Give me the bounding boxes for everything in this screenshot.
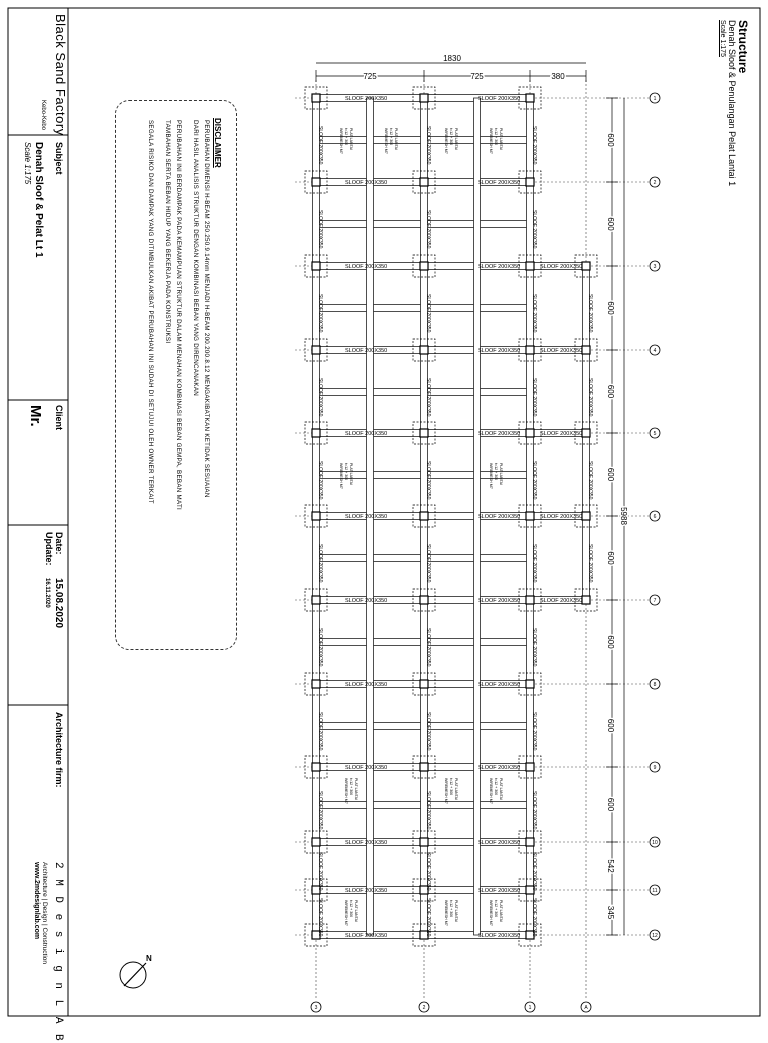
date-value: 15.08.2020	[53, 578, 64, 629]
slab-note: WIREMESH M7	[444, 778, 448, 804]
grid-bubble-row-label: 5	[653, 431, 657, 437]
dimension-length-segment: 600	[606, 384, 615, 399]
column	[420, 346, 428, 354]
beam-label: SLOOF 200X350	[587, 378, 593, 417]
dimension-overall-length: 5988	[619, 507, 628, 525]
column	[312, 512, 320, 520]
dimension-length-segment: 345	[606, 905, 615, 920]
column	[312, 838, 320, 846]
column	[526, 596, 534, 604]
firm-location: Kebo-Kebo	[40, 100, 46, 131]
column	[582, 512, 590, 520]
column	[526, 346, 534, 354]
slab-note: t=12 + 300	[494, 128, 498, 146]
column	[582, 429, 590, 437]
column	[312, 178, 320, 186]
beam-label: SLOOF 200X350	[317, 712, 323, 751]
beam-label: SLOOF 200X350	[317, 210, 323, 249]
beam-label: SLOOF 200X350	[425, 791, 431, 830]
beam-label: SLOOF 200X350	[345, 96, 388, 102]
dimension-width-segment: 725	[470, 72, 484, 81]
slab-note: PLAT LANTAI	[499, 900, 503, 922]
column	[420, 178, 428, 186]
grid-bubble-col-label: 1	[528, 1005, 532, 1011]
slab-note: WIREMESH M7	[489, 778, 493, 804]
beam-label: SLOOF 200X350	[478, 348, 521, 354]
column	[526, 838, 534, 846]
beam-label: SLOOF 200X350	[478, 264, 521, 270]
arch-firm-website: www.2mdesignlab.com	[33, 862, 40, 940]
beam-label: SLOOF 200X350	[587, 294, 593, 333]
column	[526, 262, 534, 270]
slab-note: PLAT LANTAI	[349, 128, 353, 150]
beam-label: SLOOF 200X350	[425, 378, 431, 417]
beam-label: SLOOF 200X350	[425, 628, 431, 667]
slab-note: WIREMESH M7	[339, 128, 343, 154]
disclaimer-line: PERUBAHAN INI BERDAMPAK PADA KEMAMPUAN STRUKTUR DALAM MENAHAN KOMBINASI BEBAN GEMPA, BEBAN MATI	[175, 120, 182, 511]
slab-note: PLAT LANTAI	[454, 128, 458, 150]
column	[526, 429, 534, 437]
beam-label: SLOOF 200X350	[345, 765, 388, 771]
beam-label: SLOOF 200X350	[345, 348, 388, 354]
beam-label: SLOOF 200X350	[540, 264, 583, 270]
architecture-firm-label: Architecture firm:	[54, 712, 64, 788]
grid-bubble-row-label: 4	[653, 348, 657, 354]
slab-note: PLAT LANTAI	[454, 778, 458, 800]
beam-label: SLOOF 200X350	[345, 264, 388, 270]
beam-label: SLOOF 200X350	[478, 765, 521, 771]
beam-label: SLOOF 200X350	[540, 514, 583, 520]
column	[420, 512, 428, 520]
disclaimer-line: PERUBAHAN DIMENSI H-BEAM 250.250.9.14mm MENJADI H-BEAM 200.200.8.12 MENGAKIBATKAN KETIDAK SESUAIAN	[203, 120, 210, 498]
slab-note: t=12 + 300	[494, 900, 498, 918]
slab-note: PLAT LANTAI	[354, 900, 358, 922]
client-value: Mr.	[27, 405, 44, 427]
title-block-scale: Scale 1:175	[23, 142, 32, 185]
update-value: 16.11.2020	[44, 578, 50, 608]
beam-label: SLOOF 200X350	[425, 294, 431, 333]
beam-label: SLOOF 200X350	[531, 126, 537, 165]
column	[582, 346, 590, 354]
slab-note: PLAT LANTAI	[354, 778, 358, 800]
slab-note: t=12 + 300	[449, 900, 453, 918]
disclaimer-line: SEGALA RISIKO DAN DAMPAK YANG DITIMBULKAN AKIBAT PERUBAHAN INI SUDAH DI SETUJUI OLEH OWNER TERKAIT	[147, 120, 154, 504]
column	[526, 763, 534, 771]
column	[420, 596, 428, 604]
beam-label: SLOOF 200X350	[531, 210, 537, 249]
column	[582, 262, 590, 270]
slab-note: WIREMESH M7	[339, 463, 343, 489]
column	[312, 262, 320, 270]
slab-note: WIREMESH M7	[489, 128, 493, 154]
beam-label: SLOOF 200X350	[317, 126, 323, 165]
grid-bubble-row-label: 8	[653, 682, 657, 688]
beam-label: SLOOF 200X350	[317, 378, 323, 417]
beam-label: SLOOF 200X350	[425, 898, 431, 937]
dimension-length-segment: 600	[606, 133, 615, 147]
beam-label: SLOOF 200X350	[345, 888, 388, 894]
column	[312, 94, 320, 102]
arch-firm-tagline: Architecture | Design | Construction	[41, 862, 48, 965]
slab-note: PLAT LANTAI	[499, 778, 503, 800]
drawing-title: Denah Sloof & Penulangan Pelat Lantai 1	[727, 20, 737, 187]
column	[420, 838, 428, 846]
column	[312, 346, 320, 354]
slab-note: t=12 + 300	[449, 128, 453, 146]
beam-label: SLOOF 200X350	[478, 840, 521, 846]
beam-label: SLOOF 200X350	[531, 791, 537, 830]
beam-label: SLOOF 200X350	[317, 898, 323, 937]
date-label: Date:	[54, 532, 64, 555]
grid-bubble-col-label: 2	[422, 1005, 426, 1011]
slab-note: PLAT LANTAI	[349, 463, 353, 485]
slab-note: t=12 + 300	[494, 778, 498, 796]
dimension-length-segment: 600	[606, 551, 615, 565]
beam-label: SLOOF 200X350	[478, 514, 521, 520]
column	[420, 262, 428, 270]
dimension-length-segment: 600	[606, 635, 615, 649]
column	[420, 429, 428, 437]
beam-label: SLOOF 200X350	[478, 682, 521, 688]
grid-bubble-col-label: A	[584, 1005, 588, 1011]
slab-note: WIREMESH M7	[444, 900, 448, 926]
dimension-length-segment: 542	[606, 859, 615, 873]
beam-label: SLOOF 200X350	[531, 294, 537, 333]
slab-note: t=12 + 300	[349, 778, 353, 796]
beam-label: SLOOF 200X350	[478, 933, 521, 939]
beam-label: SLOOF 200X350	[317, 628, 323, 667]
dimension-width-segment: 725	[363, 72, 377, 81]
client-label: Client	[54, 405, 64, 431]
beam-label: SLOOF 200X350	[425, 461, 431, 500]
beam-label: SLOOF 200X350	[587, 461, 593, 500]
column	[526, 94, 534, 102]
grid-bubble-row-label: 10	[652, 840, 658, 846]
beam-label: SLOOF 200X350	[540, 431, 583, 437]
beam-label: SLOOF 200X350	[587, 544, 593, 583]
column	[420, 680, 428, 688]
grid-bubble-row-label: 1	[653, 96, 657, 102]
column	[526, 680, 534, 688]
column	[312, 763, 320, 771]
beam-label: SLOOF 200X350	[531, 461, 537, 500]
slab-note: WIREMESH M7	[489, 463, 493, 489]
north-label: N	[146, 954, 152, 963]
column	[312, 680, 320, 688]
dimension-length-segment: 600	[606, 467, 615, 482]
dimension-length-segment: 600	[606, 718, 615, 733]
beam-label: SLOOF 200X350	[531, 544, 537, 583]
beam-label: SLOOF 200X350	[540, 598, 583, 604]
beam-label: SLOOF 200X350	[478, 96, 521, 102]
dimension-overall-width: 1830	[443, 54, 461, 63]
slab-note: t=12 + 300	[349, 900, 353, 918]
beam-label: SLOOF 200X350	[425, 852, 431, 891]
slab-note: t=12 + 300	[449, 778, 453, 796]
beam-label: SLOOF 200X350	[425, 210, 431, 249]
slab-note: WIREMESH M7	[384, 128, 388, 154]
beam-label: SLOOF 200X350	[425, 544, 431, 583]
dimension-length-segment: 600	[606, 217, 615, 231]
grid-bubble-col-label: 3	[314, 1005, 318, 1011]
beam-label: SLOOF 200X350	[317, 791, 323, 830]
column	[312, 596, 320, 604]
beam-label: SLOOF 200X350	[345, 514, 388, 520]
dimension-length-segment: 600	[606, 797, 615, 812]
grid-bubble-row-label: 11	[652, 888, 658, 894]
beam-label: SLOOF 200X350	[531, 628, 537, 667]
discipline-title: Structure	[736, 20, 750, 74]
beam-label: SLOOF 200X350	[531, 852, 537, 891]
beam-label: SLOOF 200X350	[345, 840, 388, 846]
slab-note: WIREMESH M7	[344, 900, 348, 926]
grid-bubble-row-label: 2	[653, 180, 657, 186]
slab-note: PLAT LANTAI	[394, 128, 398, 150]
slab-note: t=12 + 300	[344, 128, 348, 146]
column	[526, 178, 534, 186]
grid-bubble-row-label: 6	[653, 514, 657, 520]
beam-label: SLOOF 200X350	[531, 712, 537, 751]
column	[526, 512, 534, 520]
beam-label: SLOOF 200X350	[531, 378, 537, 417]
column	[420, 763, 428, 771]
slab-note: PLAT LANTAI	[499, 128, 503, 150]
grid-bubble-row-label: 9	[653, 765, 657, 771]
drawing-scale: Scale 1:175	[719, 20, 726, 57]
disclaimer-line: DARI HASIL ANALISIS STRUKTUR DENGAN KOMBINASI BEBAN YANG DIRENCANAKAN	[192, 120, 199, 397]
beam-label: SLOOF 200X350	[478, 431, 521, 437]
beam-label: SLOOF 200X350	[345, 682, 388, 688]
disclaimer-line: TAMBAHAN SERTA BEBAN HIDUP YANG BEKERJA PADA KONSTRUKSI	[164, 120, 171, 344]
slab-note: PLAT LANTAI	[499, 463, 503, 485]
grid-bubble-row-label: 3	[653, 264, 657, 270]
subject-value: Denah Sloof & Pelat Lt 1	[33, 142, 44, 258]
beam-label: SLOOF 200X350	[478, 180, 521, 186]
subject-label: Subject	[54, 142, 64, 175]
slab-note: t=12 + 300	[389, 128, 393, 146]
column	[420, 94, 428, 102]
beam-label: SLOOF 200X350	[317, 461, 323, 500]
disclaimer-title: DISCLAIMER	[213, 118, 222, 168]
slab-note: WIREMESH M7	[444, 128, 448, 154]
north-arrow-circle	[120, 962, 146, 988]
column	[582, 596, 590, 604]
beam-label: SLOOF 200X350	[345, 933, 388, 939]
grid-bubble-row-label: 12	[652, 933, 658, 939]
beam-label: SLOOF 200X350	[317, 544, 323, 583]
beam-label: SLOOF 200X350	[317, 852, 323, 891]
slab-note: PLAT LANTAI	[454, 900, 458, 922]
north-arrow	[124, 963, 146, 986]
dimension-width-segment: 380	[551, 72, 565, 81]
column	[312, 429, 320, 437]
beam-label: SLOOF 200X350	[478, 888, 521, 894]
beam-label: SLOOF 200X350	[531, 898, 537, 937]
dimension-length-segment: 600	[606, 301, 615, 315]
beam-label: SLOOF 200X350	[478, 598, 521, 604]
beam-label: SLOOF 200X350	[540, 348, 583, 354]
slab-note: WIREMESH M7	[344, 778, 348, 804]
arch-firm-name: 2 M D e s i g n L A B	[52, 862, 64, 1043]
grid-bubble-row-label: 7	[653, 598, 657, 604]
beam-label: SLOOF 200X350	[345, 431, 388, 437]
update-label: Update:	[44, 532, 54, 566]
slab-note: WIREMESH M7	[489, 900, 493, 926]
beam-label: SLOOF 200X350	[425, 126, 431, 165]
beam-label: SLOOF 200X350	[425, 712, 431, 751]
firm-name: Black Sand Factory	[53, 14, 68, 136]
beam-label: SLOOF 200X350	[345, 180, 388, 186]
slab-note: t=12 + 300	[344, 463, 348, 481]
slab-note: t=12 + 300	[494, 463, 498, 481]
beam-label: SLOOF 200X350	[345, 598, 388, 604]
beam-label: SLOOF 200X350	[317, 294, 323, 333]
